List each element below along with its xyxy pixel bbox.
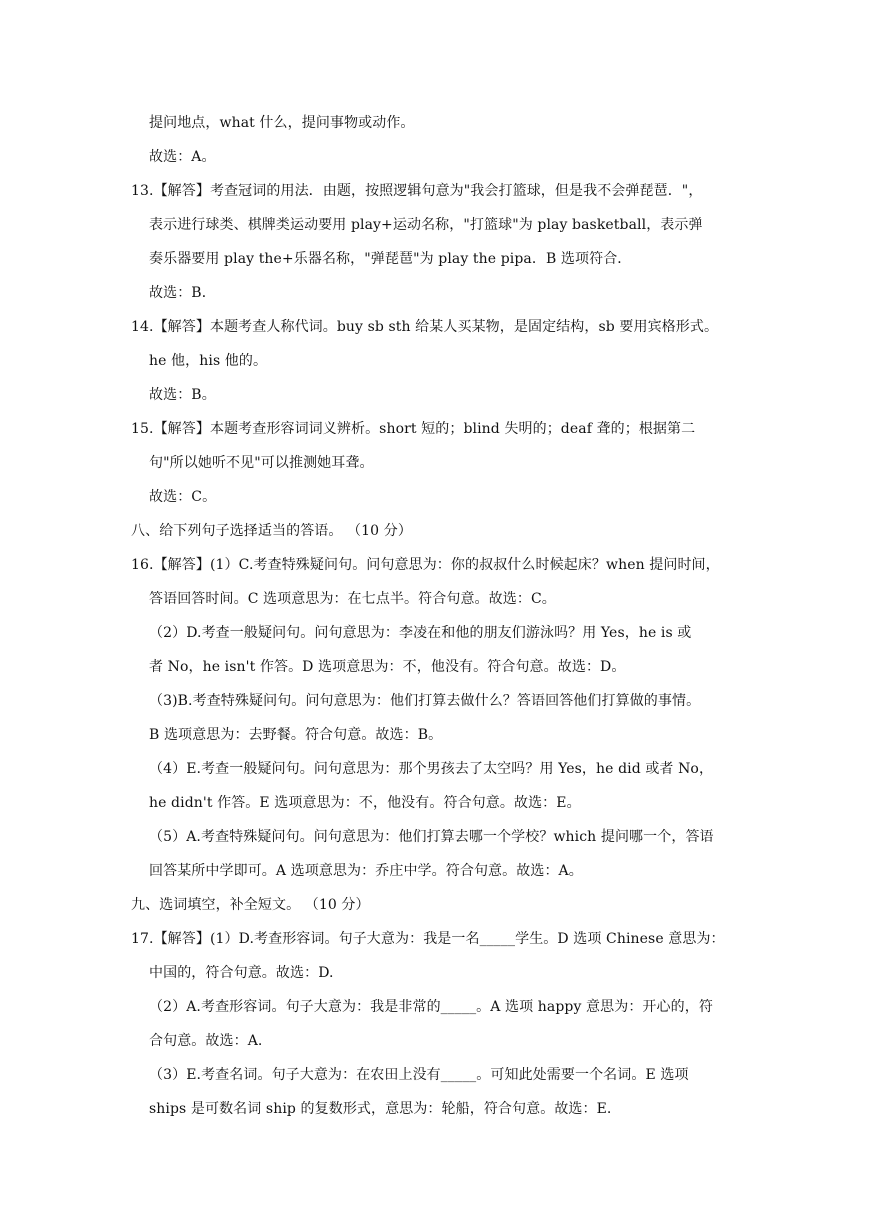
answer-13-heading: 13.【解答】考查冠词的用法．由题，按照逻辑句意为"我会打篮球，但是我不会弹琵琶．"， (131, 183, 703, 199)
text-line: ships 是可数名词 ship 的复数形式，意思为：轮船，符合句意。故选：E. (149, 1101, 612, 1117)
text-line: 提问地点，what 什么，提问事物或动作。 (149, 115, 415, 131)
text-line: 回答某所中学即可。A 选项意思为：乔庄中学。符合句意。故选：A。 (149, 863, 583, 879)
answer-15-heading: 15.【解答】本题考查形容词词义辨析。short 短的；blind 失明的；deaf 聋的；根据第二 (131, 421, 696, 437)
text-line: he 他，his 他的。 (149, 353, 268, 369)
text-line: 故选：C。 (149, 489, 217, 505)
text-line: 故选：A。 (149, 149, 216, 165)
text-line: （2）D.考查一般疑问句。问句意思为：李凌在和他的朋友们游泳吗？用 Yes，he is 或 (149, 625, 692, 641)
text-line: 者 No，he isn't 作答。D 选项意思为：不，他没有。符合句意。故选：D。 (149, 659, 626, 675)
text-line: （4）E.考查一般疑问句。问句意思为：那个男孩去了太空吗？用 Yes，he did 或者 No， (149, 761, 714, 777)
text-line: 中国的，符合句意。故选：D. (149, 965, 334, 981)
answer-17-heading: 17.【解答】(1）D.考查形容词。句子大意为：我是一名_____学生。D 选项 Chinese 意思为： (131, 931, 725, 947)
answer-14-heading: 14.【解答】本题考查人称代词。buy sb sth 给某人买某物，是固定结构，sb 要用宾格形式。 (131, 319, 719, 335)
text-line: 奏乐器要用 play the+乐器名称，"弹琵琶"为 play the pipa．B 选项符合． (149, 251, 632, 267)
text-line: （3)B.考查特殊疑问句。问句意思为：他们打算去做什么？答语回答他们打算做的事情。 (149, 693, 701, 709)
text-line: 句"所以她听不见"可以推测她耳聋。 (149, 455, 374, 471)
text-line: he didn't 作答。E 选项意思为：不，他没有。符合句意。故选：E。 (149, 795, 581, 811)
text-line: B 选项意思为：去野餐。符合句意。故选：B。 (149, 727, 443, 743)
text-line: 答语回答时间。C 选项意思为：在七点半。符合句意。故选：C。 (149, 591, 556, 607)
text-line: 合句意。故选：A. (149, 1033, 263, 1049)
text-line: 故选：B。 (149, 387, 216, 403)
text-line: 表示进行球类、棋牌类运动要用 play+运动名称，"打篮球"为 play basketball，表示弹 (149, 217, 703, 233)
section-8-heading: 八、给下列句子选择适当的答语。 （10 分） (131, 523, 412, 539)
text-line: （3）E.考查名词。句子大意为：在农田上没有_____。可知此处需要一个名词。E 选项 (149, 1067, 689, 1083)
text-line: （5）A.考查特殊疑问句。问句意思为：他们打算去哪一个学校？which 提问哪一个，答语 (149, 829, 714, 845)
text-line: （2）A.考查形容词。句子大意为：我是非常的_____。A 选项 happy 意思为：开心的，符 (149, 999, 713, 1015)
answer-16-heading: 16.【解答】(1）C.考查特殊疑问句。问句意思为：你的叔叔什么时候起床？when 提问时间， (131, 557, 720, 573)
section-9-heading: 九、选词填空，补全短文。 （10 分） (131, 897, 370, 913)
text-line: 故选：B． (149, 285, 216, 301)
